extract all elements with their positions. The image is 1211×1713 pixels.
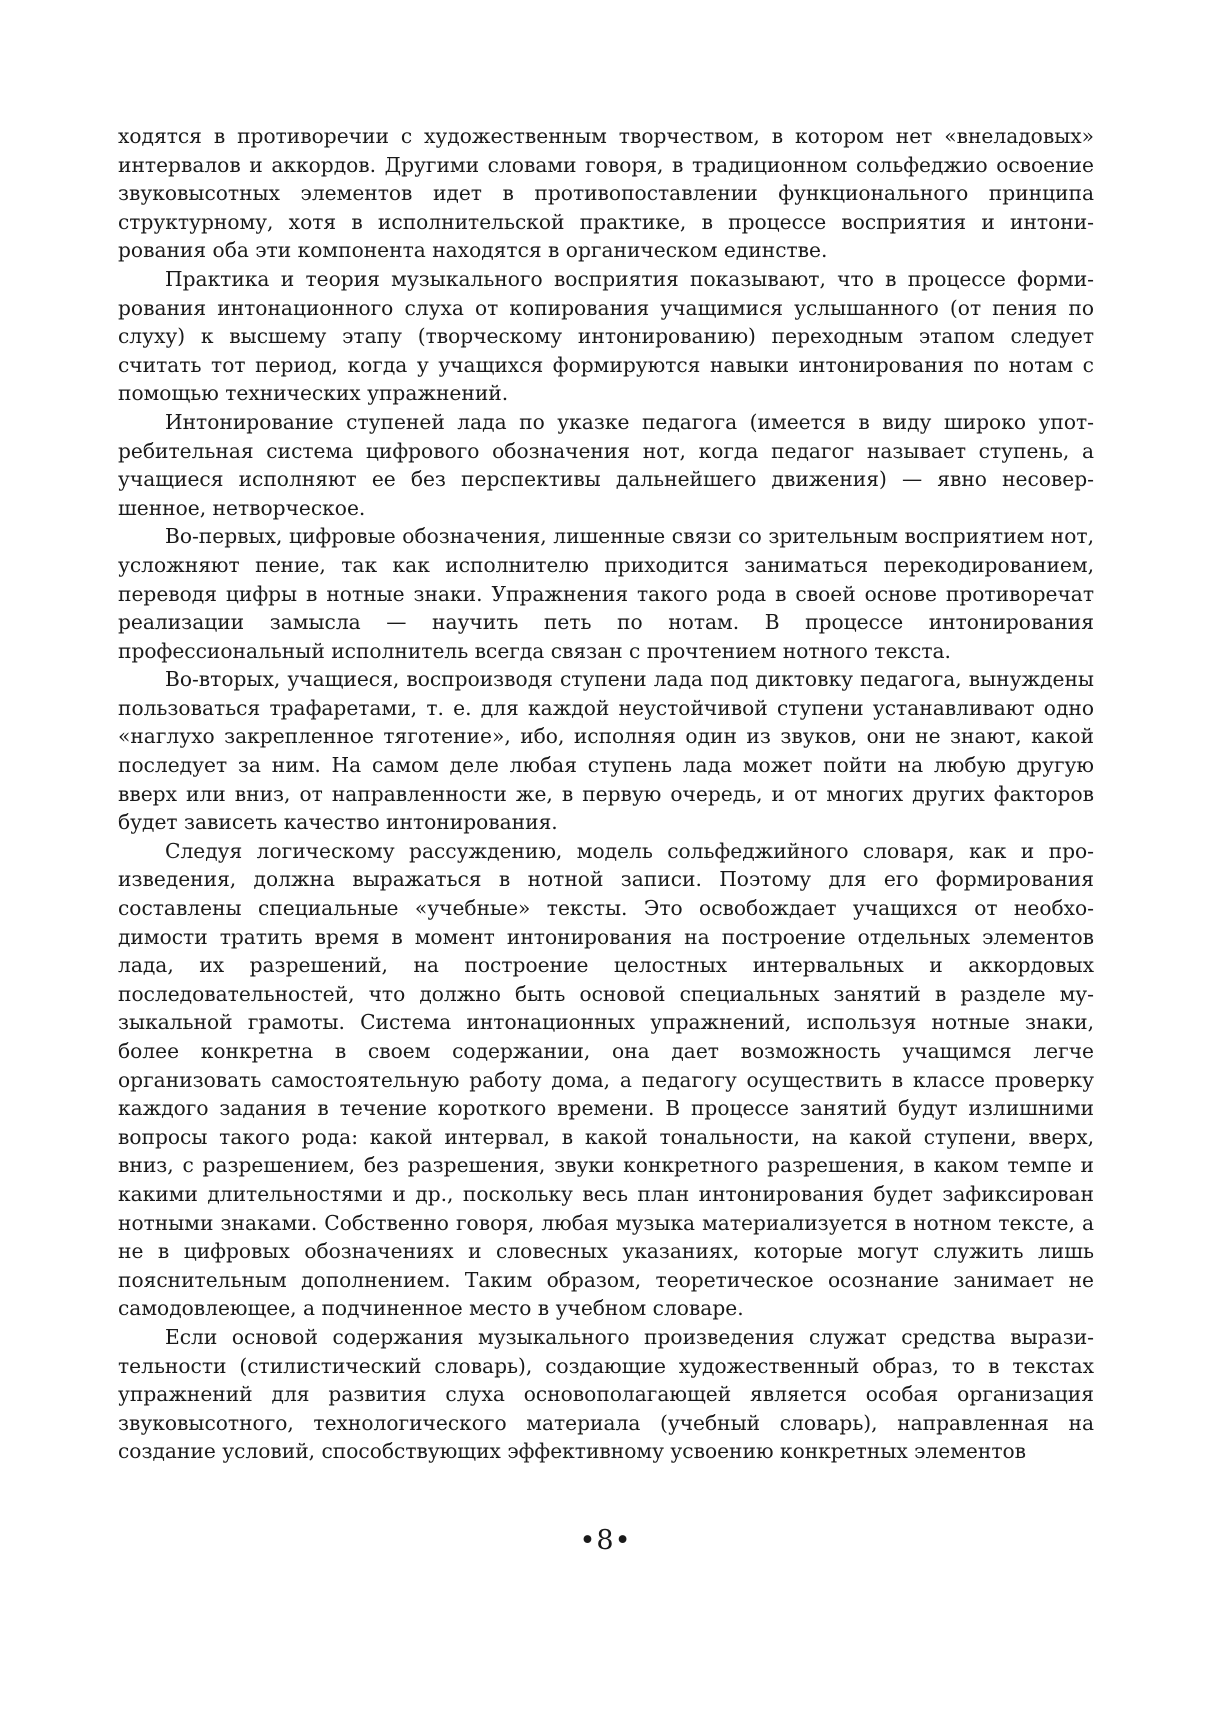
paragraph-3: Интонирование ступеней лада по указке педагога (имеется в виду широко употребительная система цифрового обозначения нот, когда педагог называет ступень, а учащиеся исполняют ее без перспективы дальнейшего движения) — явно несовершенное, нетворческое. [118,409,1094,520]
paragraph-6: Следуя логическому рассуждению, модель сольфеджийного словаря, как и произведения, должна выражаться в нотной записи. Поэтому для его формирования составлены специальные «учебные» тексты. Это освобождает учащихся от необходимости тратить время в момент интонирования на построение отдельных элементов лада, их разрешений, на построение целостных интервальных и аккордовых последовательностей, что должно быть основой специальных занятий в разделе музыкальной грамоты. Система интонационных упражнений, используя нотные знаки, более конкретна в своем содержании, она дает возможность учащимся легче организовать самостоятельную работу дома, а педагогу осуществить в классе проверку каждого задания в течение короткого времени. В процессе занятий будут излишними вопросы такого рода: какой интервал, в какой тональности, на какой ступени, вверх, вниз, с разрешением, без разрешения, звуки конкретного разрешения, в каком темпе и какими длительностями и др., поскольку весь план интонирования будет зафиксирован нотными знаками. Собственно говоря, любая музыка материализуется в нотном тексте, а не в цифровых обозначениях и словесных указаниях, которые могут служить лишь пояснительным дополнением. Таким образом, теоретическое осознание занимает не самодовлеющее, а подчиненное место в учебном словаре. [118,838,1094,1321]
paragraph-4: Во-первых, цифровые обозначения, лишенные связи со зрительным восприятием нот, усложняют пение, так как исполнителю приходится заниматься перекодированием, переводя цифры в нотные знаки. Упражнения такого рода в своей основе противоречат реализации замысла — научить петь по нотам. В процессе интонирования профессиональный исполнитель всегда связан с прочтением нотного текста. [118,524,1094,663]
page-number: •8• [579,1525,632,1556]
body-text [118,122,1094,1466]
paragraph-5: Во-вторых, учащиеся, воспроизводя ступени лада под диктовку педагога, вынуждены пользоваться трафаретами, т. е. для каждой неустойчивой ступени устанавливают одно «наглухо закрепленное тяготение», ибо, исполняя один из звуков, они не знают, какой последует за ним. На самом деле любая ступень лада может пойти на любую другую вверх или вниз, от направленности же, в первую очередь, и от многих других факторов будет зависеть качество интонирования. [118,667,1094,835]
paragraph-7: Если основой содержания музыкального произведения служат средства выразительности (стилистический словарь), создающие художественный образ, то в текстах упражнений для развития слуха основополагающей является особая организация звуковысотного, технологического материала (учебный словарь), направленная на создание условий, способствующих эффективному усвоению конкретных элементов [118,1324,1094,1464]
paragraph-2: Практика и теория музыкального восприятия показывают, что в процессе формирования интонационного слуха от копирования учащимися услышанного (от пения по слуху) к высшему этапу (творческому интонированию) переходным этапом следует считать тот период, когда у учащихся формируются навыки интонирования по нотам с помощью технических упражнений. [118,266,1094,406]
paragraph-1: ходятся в противоречии с художественным творчеством, в котором нет «внеладовых» интервалов и аккордов. Другими словами говоря, в традиционном сольфеджио освоение звуковысотных элементов идет в противопоставлении функционального принципа структурному, хотя в исполнительской практике, в процессе восприятия и интонирования оба эти компонента находятся в органическом единстве. [118,124,1094,263]
